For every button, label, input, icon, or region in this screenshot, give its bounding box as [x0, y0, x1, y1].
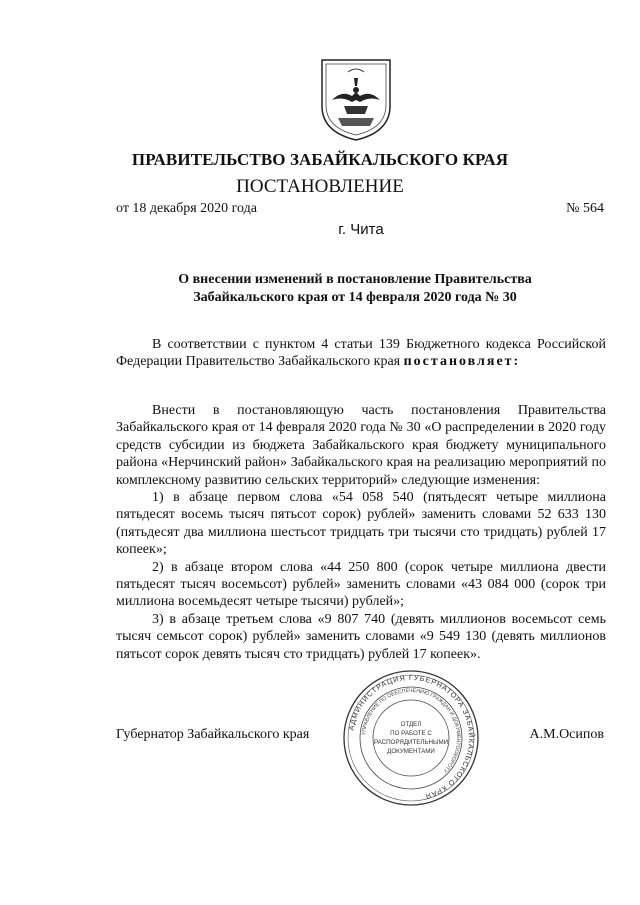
city-name: г. Чита	[338, 221, 384, 238]
preamble-text	[116, 336, 606, 371]
amendment-item-2: 2) в абзаце втором слова «44 250 800 (сорок четыре миллиона двести пятьдесят тысяч восемьсот) рублей» заменить словами «43 084 000 (сорок три миллиона восемьдесят четыре тысячи) рублей»;	[116, 559, 606, 610]
seal-inner-ring-text: УПРАВЛЕНИЕ ПО ОБЕСПЕЧЕНИЮ ГРАЖДАН И ДОКУМЕНТООБОРОТУ	[361, 687, 462, 774]
title-line-1: О внесении изменений в постановление Правительства	[178, 272, 532, 287]
title-line-2: Забайкальского края от 14 февраля 2020 года № 30	[193, 290, 517, 305]
seal-center-line-1: ОТДЕЛ	[400, 721, 422, 728]
operative-section	[116, 402, 606, 663]
organization-name: ПРАВИТЕЛЬСТВО ЗАБАЙКАЛЬСКОГО КРАЯ	[131, 150, 509, 169]
amendment-item-3: 3) в абзаце третьем слова «9 807 740 (девять миллионов восемьсот семь тысяч семьсот сорок) рублей» заменить словами «9 549 130 (девять миллионов пятьсот сорок девять тысяч сто тридцать) рублей 17 копеек».	[116, 611, 606, 662]
signatory-name: А.М.Осипов	[529, 727, 604, 742]
decree-word: постановляет:	[403, 354, 521, 370]
document-type: ПОСТАНОВЛЕНИЕ	[236, 176, 404, 197]
seal-center-line-2: ПО РАБОТЕ С	[390, 730, 432, 737]
document-title	[110, 271, 600, 307]
seal-outer-ring-text: АДМИНИСТРАЦИЯ ГУБЕРНАТОРА ЗАБАЙКАЛЬСКОГО КРАЯ	[346, 672, 477, 802]
seal-center-line-3: РАСПОРЯДИТЕЛЬНЫМИ	[373, 739, 449, 746]
operative-paragraph: Внести в постановляющую часть постановления Правительства Забайкальского края от 14 февраля 2020 года № 30 «О распределении в 2020 году средств субсидии из бюджета Забайкальского края бюджету муниципального района «Нерчинский район» Забайкальского края на реализацию мероприятий по комплексному развитию сельских территорий» следующие изменения:	[116, 403, 606, 488]
city-line	[0, 221, 640, 238]
official-seal-icon	[341, 668, 481, 808]
amendment-item-1: 1) в абзаце первом слова «54 058 540 (пятьдесят четыре миллиона пятьдесят восемь тысяч пятьсот сорок) рублей» заменить словами 52 633 130 (пятьдесят два миллиона шестьсот тридцать три тысячи сто тридцать) рублей 17 копеек»;	[116, 490, 606, 558]
preamble-paragraph	[116, 336, 606, 371]
document-number: № 564	[566, 201, 604, 216]
document-date: от 18 декабря 2020 года	[116, 201, 257, 216]
coat-of-arms-icon	[318, 56, 394, 142]
signatory-position: Губернатор Забайкальского края	[116, 727, 310, 742]
preamble-basis: В соответствии с пунктом 4 статьи 139 Бюджетного кодекса Российской Федерации Правительство Забайкальского края	[116, 337, 606, 370]
seal-center-line-4: ДОКУМЕНТАМИ	[387, 748, 435, 755]
